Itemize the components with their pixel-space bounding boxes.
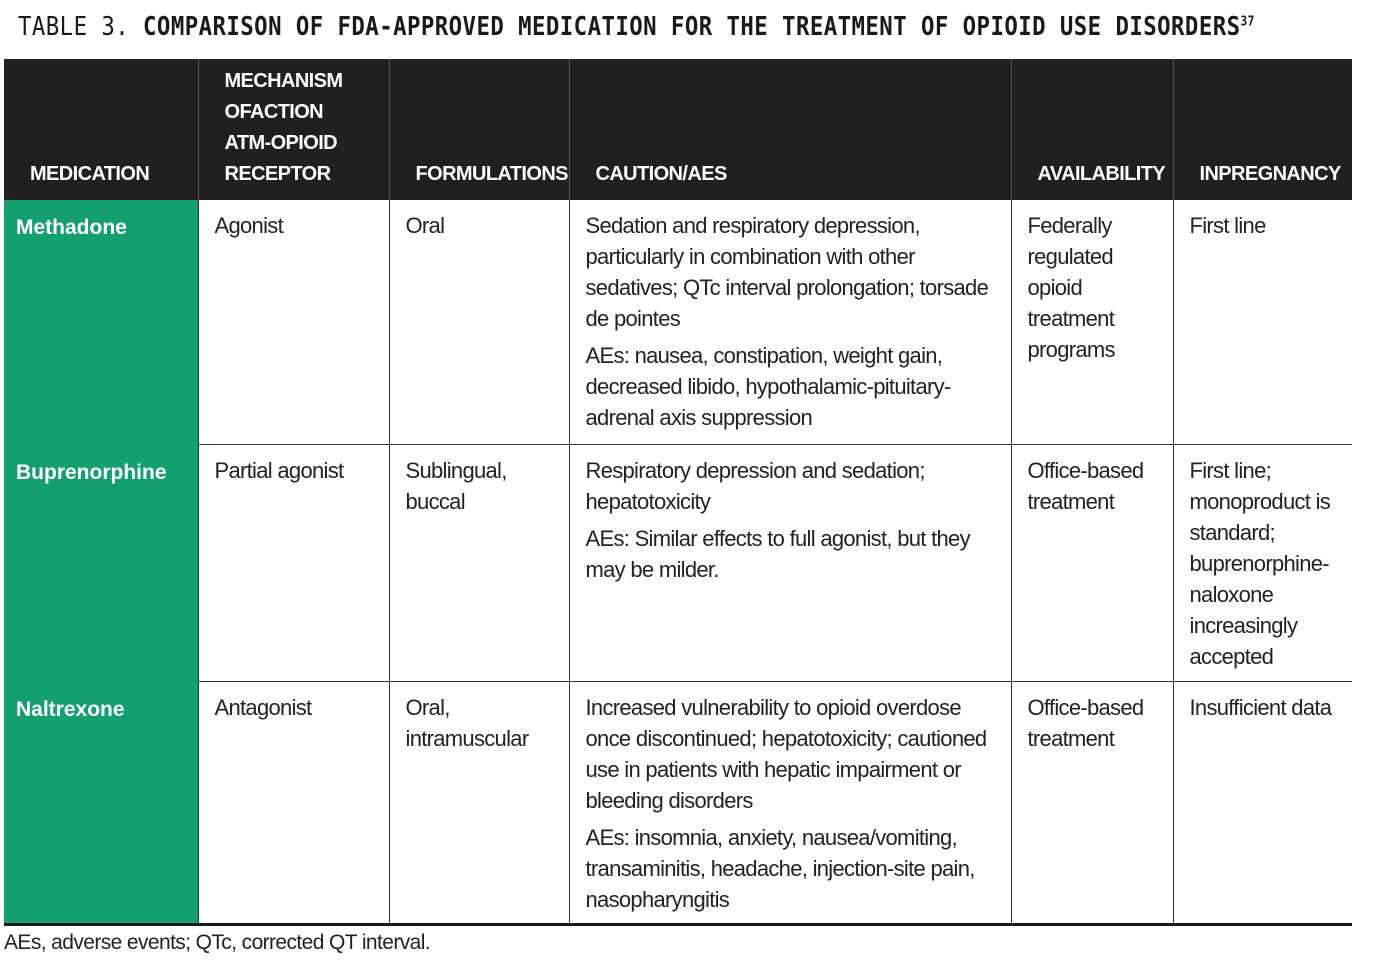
formulations-cell: Oral, intramuscular bbox=[389, 681, 569, 924]
comparison-table bbox=[4, 59, 1352, 926]
mechanism-cell: Agonist bbox=[198, 200, 389, 444]
caution-cell bbox=[569, 444, 1011, 681]
caution-text: Increased vulnerability to opioid overdose once discontinued; hepatotoxicity; cautioned use in patients with hepatic impairment or bleeding disorders bbox=[585, 694, 987, 813]
caution-cell bbox=[569, 200, 1011, 444]
table-title bbox=[18, 12, 1255, 42]
header-pregnancy: INPREGNANCY bbox=[1173, 59, 1352, 200]
header-formulations: FORMULATIONS bbox=[389, 59, 569, 200]
aes-text: AEs: Similar effects to full agonist, but they may be milder. bbox=[585, 525, 970, 582]
formulations-cell: Oral bbox=[389, 200, 569, 444]
availability-cell: Office-based treatment bbox=[1011, 444, 1173, 681]
header-availability: AVAILABILITY bbox=[1011, 59, 1173, 200]
caution-cell bbox=[569, 681, 1011, 924]
aes-text: AEs: nausea, constipation, weight gain, decreased libido, hypothalamic-pituitary-adrenal axis suppression bbox=[585, 343, 951, 430]
availability-cell: Office-based treatment bbox=[1011, 681, 1173, 924]
table-number: TABLE 3. bbox=[18, 12, 130, 42]
header-mechanism: MECHANISM OFACTION ATM-OPIOID RECEPTOR bbox=[198, 59, 389, 200]
caution-text: Respiratory depression and sedation; hepatotoxicity bbox=[585, 457, 925, 514]
header-row bbox=[4, 59, 1352, 200]
reference-number: 37 bbox=[1240, 14, 1255, 30]
pregnancy-cell: First line; monoproduct is standard; buprenorphine-naloxone increasingly accepted bbox=[1173, 444, 1352, 681]
table-row-naltrexone bbox=[4, 681, 1352, 924]
table-heading: COMPARISON OF FDA-APPROVED MEDICATION FOR THE TREATMENT OF OPIOID USE DISORDERS bbox=[143, 12, 1241, 42]
table-row-methadone bbox=[4, 200, 1352, 444]
formulations-cell: Sublingual, buccal bbox=[389, 444, 569, 681]
pregnancy-cell: First line bbox=[1173, 200, 1352, 444]
medication-cell: Buprenorphine bbox=[4, 444, 198, 681]
table-row-buprenorphine bbox=[4, 444, 1352, 681]
caution-text: Sedation and respiratory depression, particularly in combination with other sedatives; QTc interval prolongation; torsade de pointes bbox=[585, 213, 989, 331]
medication-cell: Naltrexone bbox=[4, 681, 198, 924]
availability-cell: Federally regulated opioid treatment programs bbox=[1011, 200, 1173, 444]
mechanism-cell: Partial agonist bbox=[198, 444, 389, 681]
mechanism-cell: Antagonist bbox=[198, 681, 389, 924]
table-footnote: AEs, adverse events; QTc, corrected QT interval. bbox=[4, 931, 430, 954]
medication-cell: Methadone bbox=[4, 200, 198, 444]
pregnancy-cell: Insufficient data bbox=[1173, 681, 1352, 924]
header-medication: MEDICATION bbox=[4, 59, 198, 200]
header-caution: CAUTION/AES bbox=[569, 59, 1011, 200]
aes-text: AEs: insomnia, anxiety, nausea/vomiting, transaminitis, headache, injection-site pain, nasopharyngitis bbox=[585, 824, 975, 912]
